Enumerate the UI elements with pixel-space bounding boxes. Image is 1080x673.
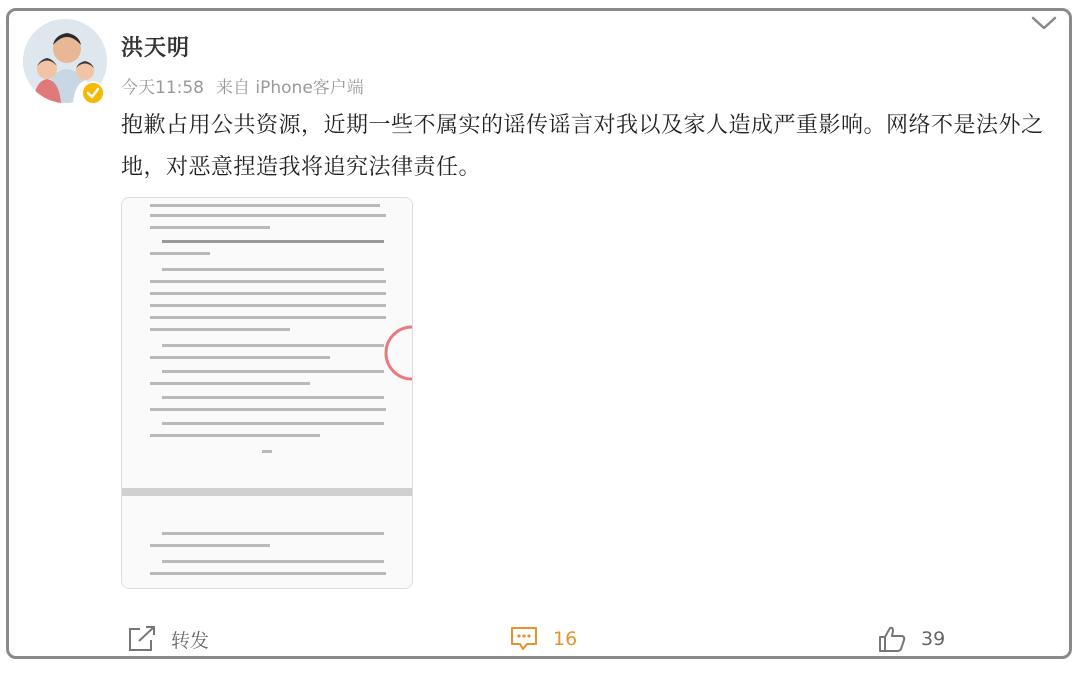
post-meta: [121, 73, 364, 98]
comment-count: 16: [553, 628, 578, 650]
user-name[interactable]: 洪天明: [121, 36, 191, 61]
share-icon: [127, 625, 157, 653]
post-source: 来自 iPhone客户端: [216, 78, 364, 98]
like-button[interactable]: [877, 621, 945, 657]
verified-badge-icon: [81, 81, 105, 105]
chevron-down-icon[interactable]: [1029, 13, 1059, 33]
comment-button[interactable]: [509, 621, 577, 657]
post-text: 抱歉占用公共资源，近期一些不属实的谣传谣言对我以及家人造成严重影响。网络不是法外之地，对恶意捏造我将追究法律责任。: [121, 113, 1044, 180]
post-time[interactable]: 今天11:58: [121, 78, 204, 98]
forward-button[interactable]: [127, 621, 209, 657]
document-image[interactable]: [121, 197, 413, 589]
comment-icon: [509, 625, 539, 653]
forward-label: 转发: [171, 629, 210, 652]
weibo-post-card: [6, 8, 1072, 659]
action-bar: [9, 621, 1069, 657]
thumbs-up-icon: [877, 624, 907, 654]
like-count: 39: [921, 628, 946, 650]
